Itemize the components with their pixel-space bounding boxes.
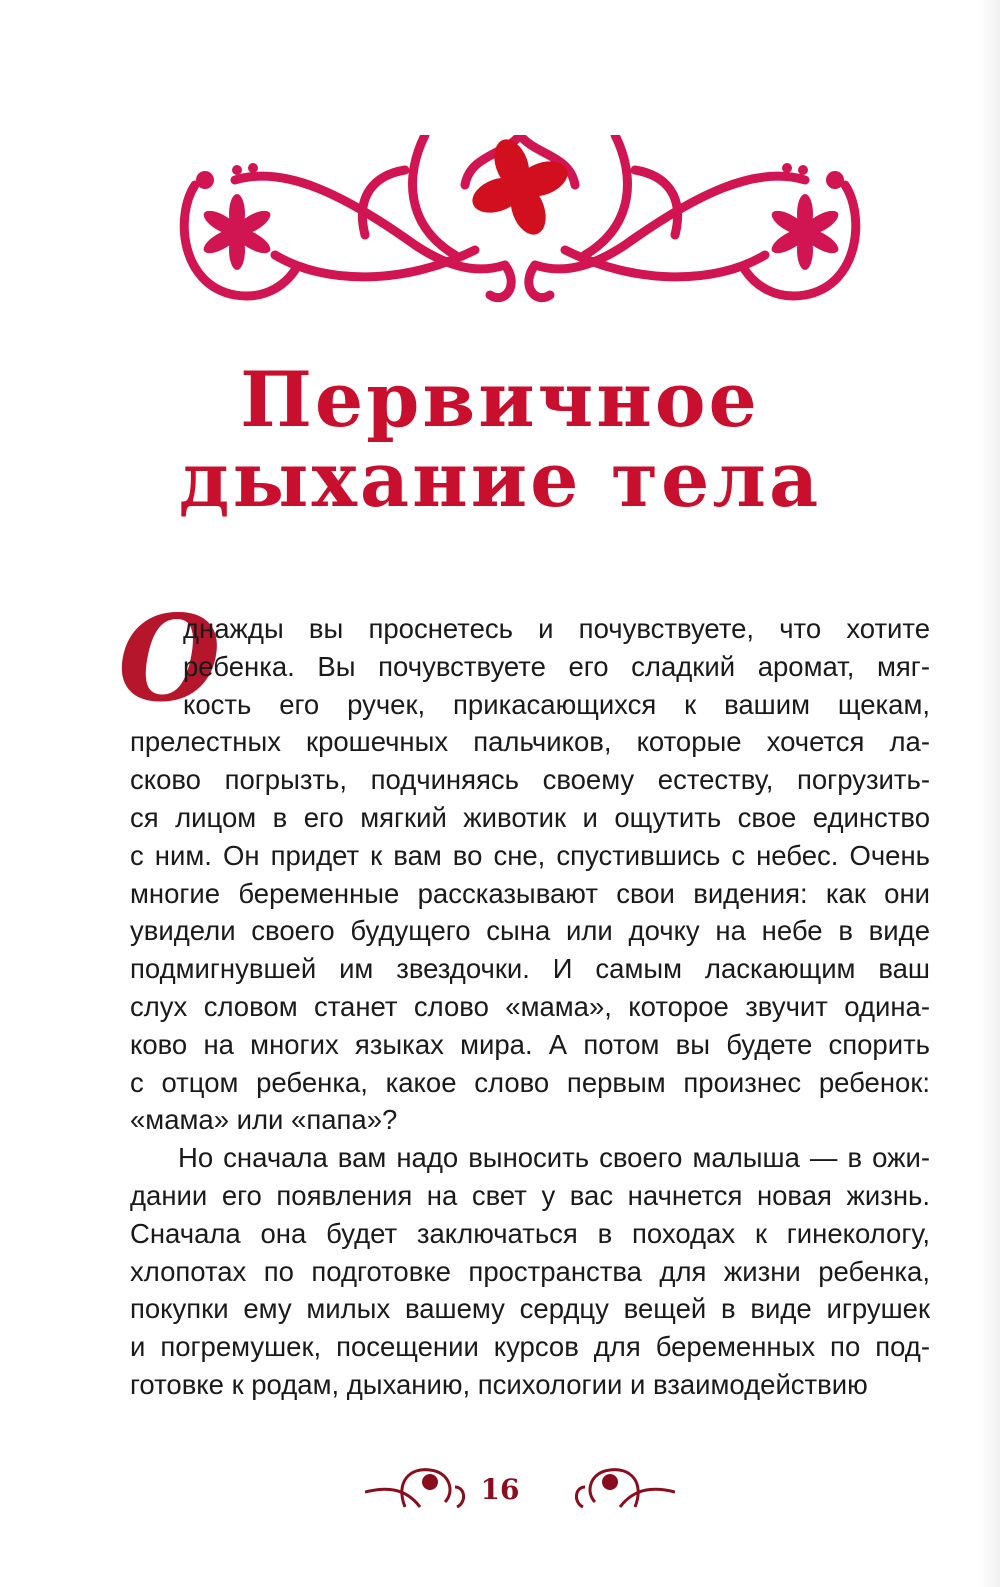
text-line: ребенка. Вы почувствуете его сладкий аромат, мяг- (183, 650, 930, 682)
right-flower-icon (768, 194, 842, 270)
text-line: подмигнувшей им звездочки. И самым ласкающим ваш (130, 953, 930, 985)
text-line: хлопотах по подготовке пространства для жизни ребенка, (130, 1255, 930, 1287)
text-line: слух словом станет слово «мама», которое звучит одина- (130, 991, 930, 1022)
text-line: ково на многих языках мира. А потом вы будете спорить (130, 1028, 930, 1060)
drop-cap: О (118, 589, 221, 728)
text-line: Но сначала вам надо выносить своего малыша — в ожи- (178, 1142, 930, 1174)
chapter-title-line-2: дыхание тела (178, 435, 822, 524)
center-flower-icon (468, 135, 573, 239)
page-edge (978, 0, 1000, 1587)
text-line: с отцом ребенка, какое слово первым произнес ребенок: (130, 1066, 930, 1098)
header-ornament (175, 135, 865, 315)
text-line: увидели своего будущего сына или дочку на небе в виде (130, 915, 930, 947)
text-line: покупки ему милых вашему сердцу вещей в виде игрушек (130, 1293, 930, 1325)
chapter-title-line-1: Первичное (240, 355, 760, 444)
text-line: с ним. Он придет к вам во сне, спустившись с небес. Очень (130, 839, 930, 871)
footer-ornament-right (565, 1462, 675, 1512)
text-line: дании его появления на свет у вас начнется новая жизнь. (130, 1180, 930, 1211)
text-line: «мама» или «папа»? (130, 1104, 398, 1136)
text-line: многие беременные рассказывают свои видения: как они (130, 877, 930, 909)
text-line: ся лицом в его мягкий животик и ощутить свое единство (130, 802, 930, 833)
text-line: Сначала она будет заключаться в походах к гинекологу, (130, 1217, 930, 1249)
text-line: готовке к родам, дыханию, психологии и взаимодействию (130, 1369, 868, 1400)
text-line: кость его ручек, прикасающихся к вашим щекам, (183, 688, 930, 720)
text-line: днажды вы проснетесь и почувствуете, что хотите (183, 613, 930, 644)
text-line: и погремушек, посещении курсов для беременных по под- (130, 1331, 930, 1363)
text-line: сково погрызть, подчиняясь своему естеству, погрузить- (130, 764, 930, 796)
page-number: 16 (480, 1473, 520, 1506)
text-line: прелестных крошечных пальчиков, которые хочется ла- (130, 726, 930, 758)
left-flower-icon (200, 194, 274, 270)
